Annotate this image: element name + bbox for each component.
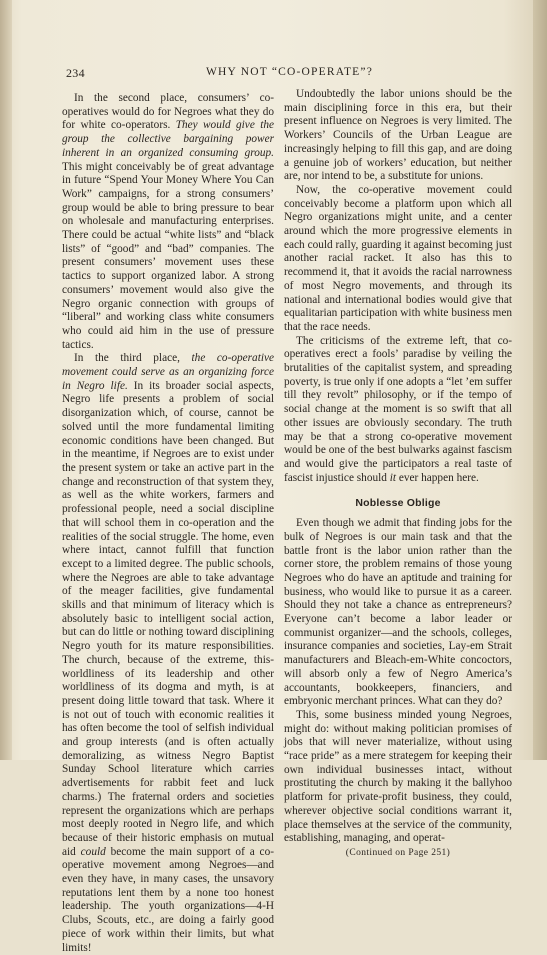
paragraph bbox=[62, 352, 274, 955]
text-run: In the second place, consumers’ co-operatives would do for Negroes what they do for white co-operators. bbox=[62, 92, 274, 132]
right-column bbox=[284, 88, 512, 861]
running-head: WHY NOT “CO-OPERATE”? bbox=[206, 66, 374, 78]
page-number: 234 bbox=[66, 66, 85, 80]
paragraph: Undoubtedly the labor unions should be the main disciplining force in this era, but their present influence on Negroes is very limited. The Workers’ Councils of the Urban League are increasingly helping to fill this gap, and are doing a genuine job of workers’ education, but neither are, nor intend to be, a substitute for unions. bbox=[284, 88, 512, 183]
page-header bbox=[66, 66, 516, 82]
section-subhead: Noblesse Oblige bbox=[355, 497, 441, 510]
emphasis-text: They would give the group the collective bargaining power inherent in an organized consuming group. bbox=[62, 119, 275, 159]
paragraph: This, some business minded young Negroes, might do: without making politician promises of jobs that will never materialize, without using “race pride” as a mere strategem for keeping their own individual businesses intact, without prostituting the church by making it the ballyhoo platform for private-profit business, they could, wherever objective social conditions warrant it, place themselves at the service of the community, establishing, managing, and operat- bbox=[284, 708, 512, 845]
paragraph: Even though we admit that finding jobs for the bulk of Negroes is our main task and that the battle front is the labor union rather than the corner store, the problem remains of those young Negroes who do have an aptitude and training for business, who would like to pursue it as a career. Should they not take a chance as entrepreneurs? Everyone can’t become a labor leader or communist organizer—and the schools, colleges, insurance companies and societies, Lay-em Strait manufacturers and Bleach-em-White concoctors, will absorb only a few of Negro America’s accountants, bookkeepers, financiers, and embryonic merchant princes. What can they do? bbox=[284, 517, 512, 708]
text-run: ever happen here. bbox=[396, 471, 479, 484]
continued-note: (Continued on Page 251) bbox=[345, 847, 451, 858]
page-gutter-shadow bbox=[0, 0, 12, 760]
text-run: The criticisms of the extreme left, that co-operatives erect a fools’ paradise by veiling the brutalities of the capitalist system, and spreading poverty, is true only if one adopts a “let ’em suffer till they revolt” philosophy, or if the tempo of social change at the moment is so swift that all other issues are obviously secondary. The truth may be that a strong co-operative movement would be one of the best bulwarks against fascism and would give the participators a real taste of fascist injustice should bbox=[284, 334, 512, 484]
emphasis-text: the co-operative movement could serve as an organizing force in Negro life. bbox=[62, 352, 274, 392]
emphasis-text: could bbox=[80, 845, 106, 858]
emphasis-text: it bbox=[389, 471, 397, 484]
paragraph bbox=[62, 92, 274, 352]
text-run: become the main support of a co-operative movement among Negroes—and even they have, in many cases, the unsavory reputations lent them by a none too honest leadership. The youth organizations—4-H Clubs, Scouts, etc., are doing a fairly good piece of work within their limits, but what limits! bbox=[62, 845, 274, 954]
text-run: This might conceivably be of great advantage in future “Spend Your Money Where You Can Work” campaigns, for a strong consumers’ group would be able to bring pressure to bear on wholesale and manufacturing enterprises. There could be actual “white lists” and “black lists” of “good” and “bad” companies. The present consumers’ movement uses these tactics to support organized labor. A strong consumers’ movement would also give the Negro organic connection with groups of “liberal” and working class white consumers who could aid him in the use of pressure tactics. bbox=[62, 160, 274, 351]
text-run: In the third place, bbox=[74, 352, 192, 365]
paragraph bbox=[284, 335, 512, 486]
left-column bbox=[62, 92, 274, 955]
page-edge-shadow bbox=[533, 0, 547, 760]
text-run: In its broader social aspects, Negro life presents a problem of social disorganization which, of course, cannot be solved until the more fundamental limiting economic conditions have been changed. But in the meantime, if Negroes are to exist under the present system or take an active part in the change and reconstruction of that system they, as well as the white workers, farmers and professional people, need a social discipline that will school them in co-operation and the realities of the social struggle. The home, even where intact, cannot fulfill that function except to a limited degree. The public schools, where the Negroes are able to take advantage of the meager facilities, give fundamental skills and that minimum of literacy which is absolutely basic to intelligent social action, but can do little or nothing toward disciplining Negro youth for its mature responsibilities. The church, because of the extreme, this-worldliness of its leadership and other worldliness of its dogma and myth, is at present doing little toward that task. Where it is not out of touch with economic realities it has often become the tool of selfish individual and group interests (and is often actually demoralizing, as witness Negro Baptist Sunday School literature which carries advertisements for rabbit feet and luck charms.) The fraternal orders and societies represent the organizations which are perhaps most deeply rooted in Negro life, and which because of their historic emphasis on mutual aid bbox=[62, 379, 274, 858]
paragraph: Now, the co-operative movement could conceivably become a platform upon which all Negro organizations might unite, and a center around which the more progressive elements in each could rally, guarding it against becoming just another racial racket. It also has this to recommend it, that it avoids the racial narrowness of most Negro movements, and through its national and international bodies would give that equalitarian participation with white business men that the race needs. bbox=[284, 183, 512, 333]
